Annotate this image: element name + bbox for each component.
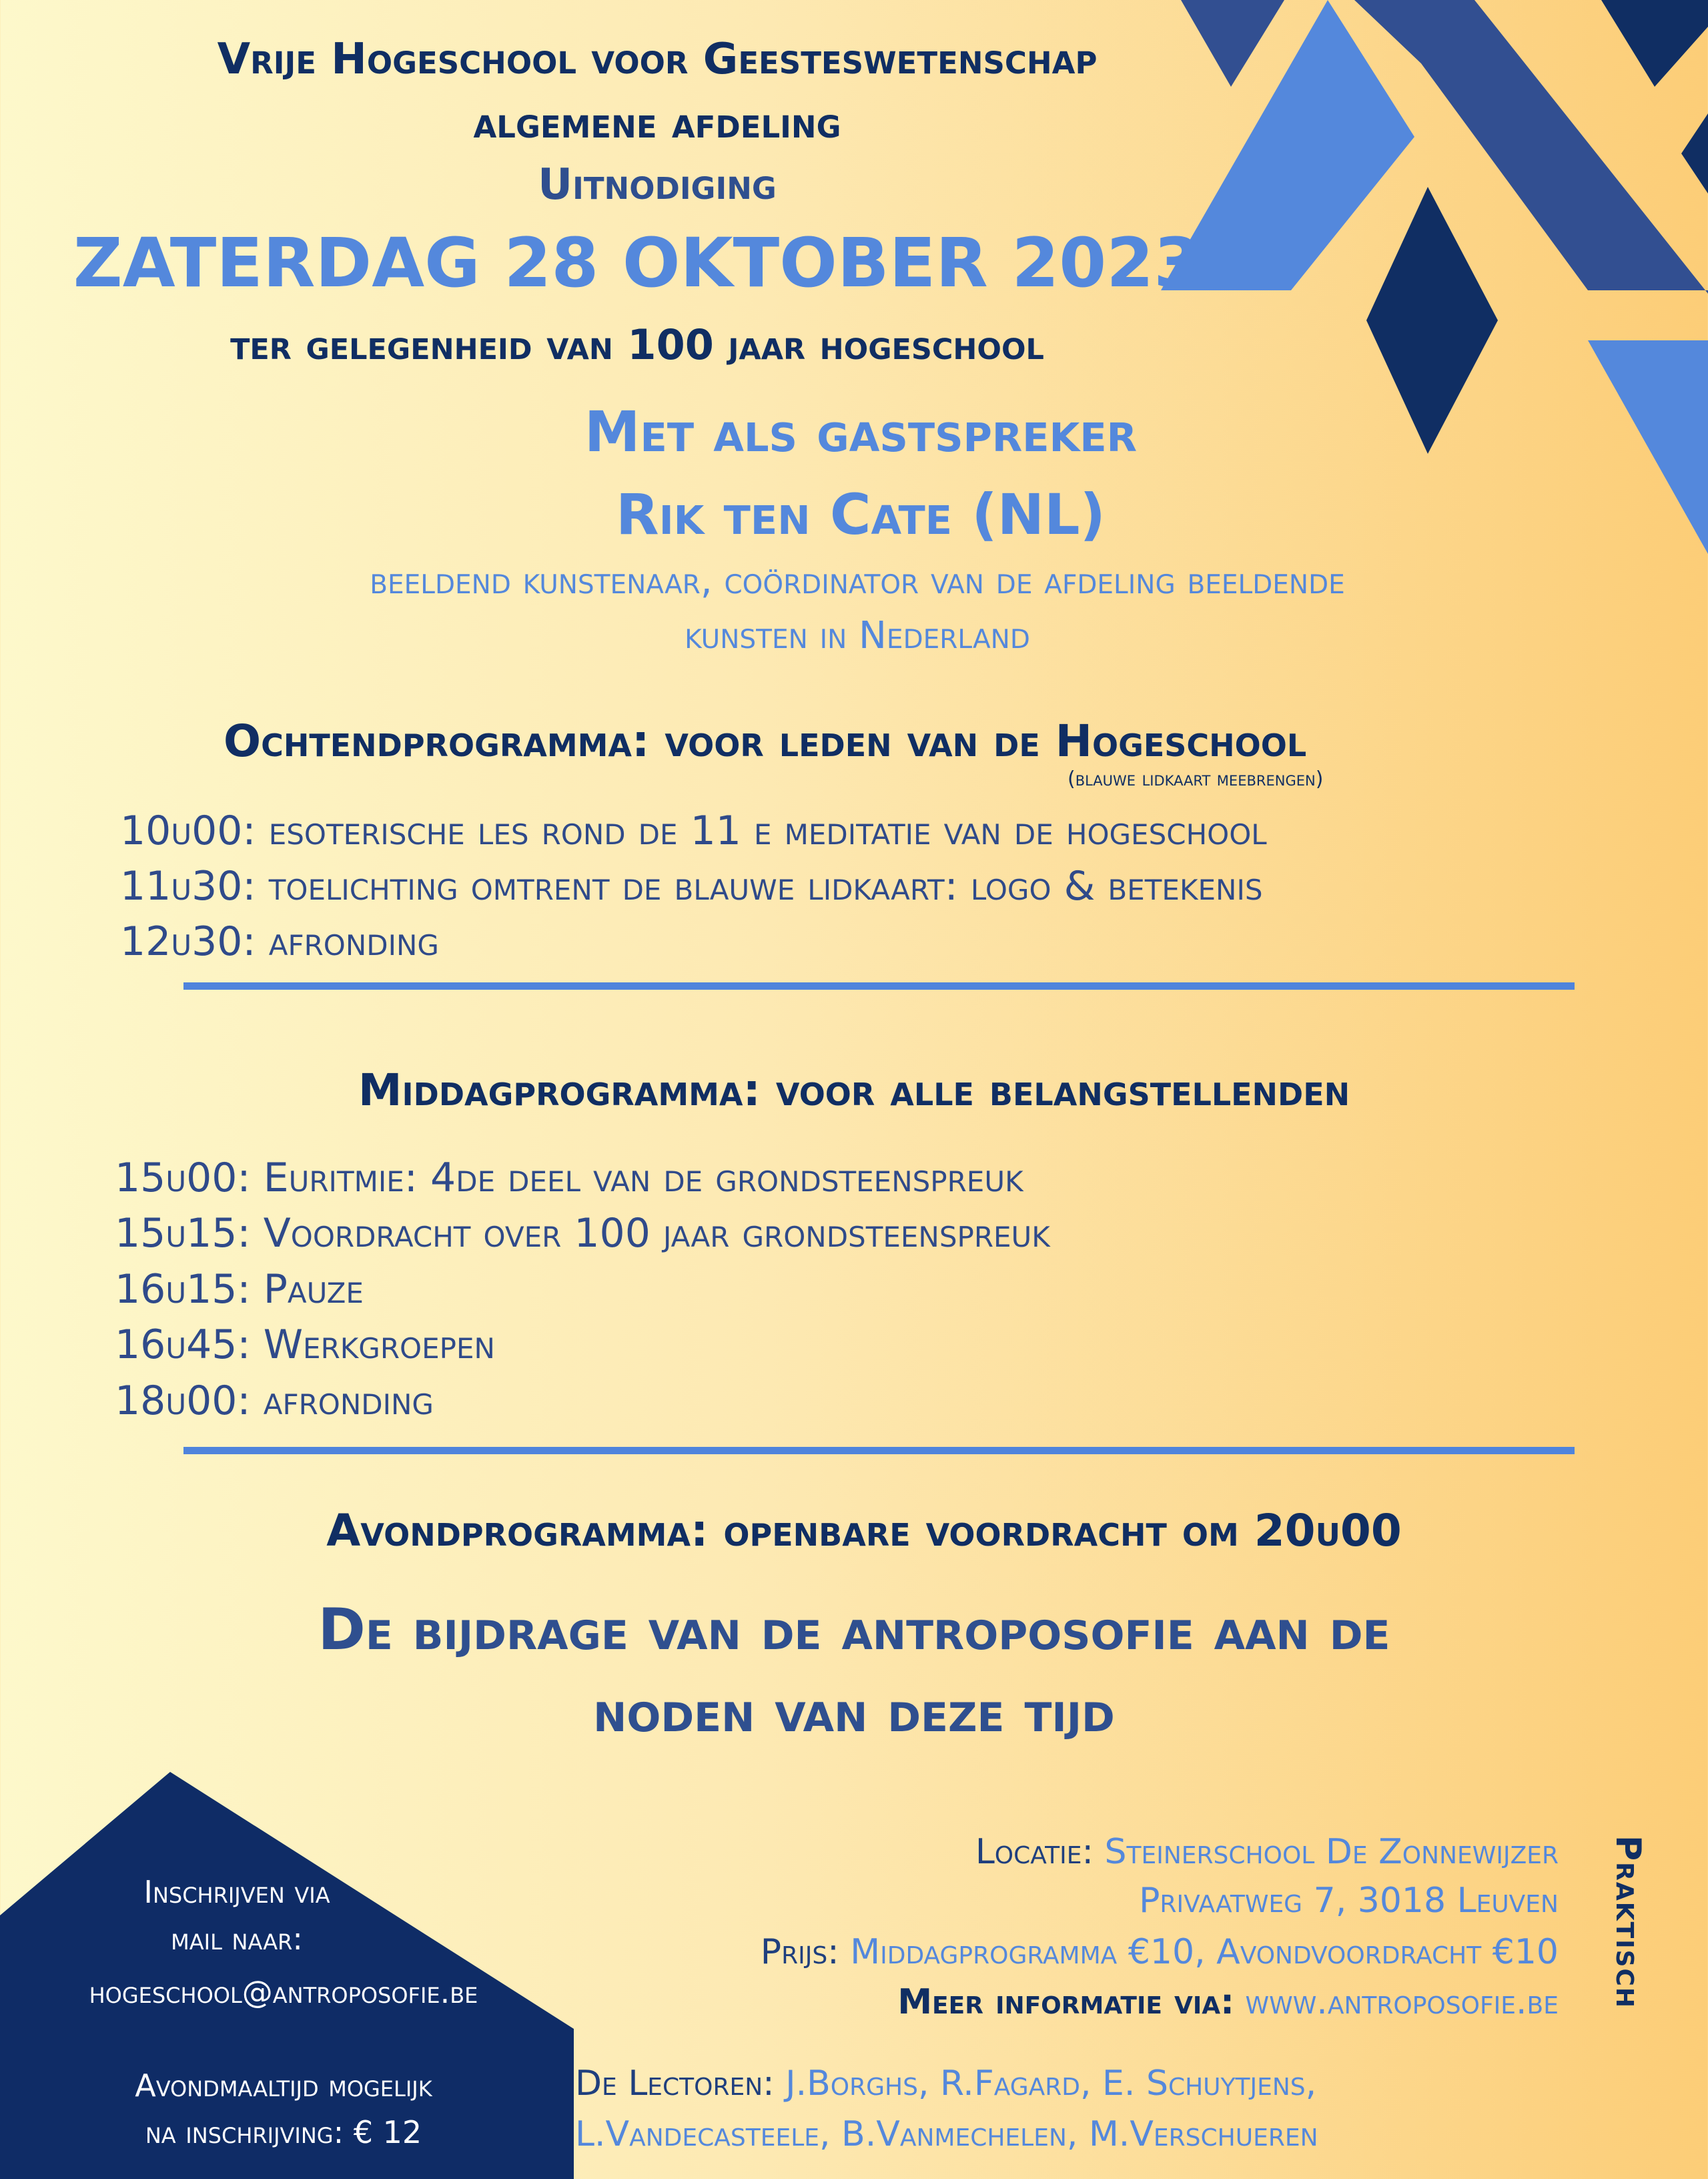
- speaker-role-line1: beeldend kunstenaar, coördinator van de afdeling beeldende: [370, 559, 1345, 603]
- info-label: Meer informatie via:: [897, 1982, 1234, 2022]
- practical-side-label: Praktisch: [1608, 1835, 1648, 2009]
- lecture-title-line2: noden van deze tijd: [593, 1678, 1115, 1745]
- price-value: Middagprogramma €10, Avondvoordracht €10: [850, 1932, 1559, 1972]
- evening-title: Avondprogramma: openbare voordracht om 20u00: [326, 1505, 1402, 1556]
- location-label: Locatie:: [975, 1832, 1094, 1872]
- registration-line2: mail naar:: [171, 1921, 303, 1957]
- afternoon-item: 15u15: Voordracht over 100 jaar grondsteenspreuk: [115, 1210, 1050, 1257]
- info-link[interactable]: www.antroposofie.be: [1245, 1982, 1559, 2022]
- speaker-intro: Met als gastspreker: [584, 399, 1138, 464]
- afternoon-item: 16u45: Werkgroepen: [115, 1321, 495, 1368]
- lecturers-label: De Lectoren:: [575, 2064, 775, 2104]
- lecturers-line2: L.Vandecasteele, B.Vanmechelen, M.Verschueren: [575, 2114, 1318, 2154]
- info-row: [897, 1982, 1559, 2022]
- price-row: [761, 1932, 1559, 1972]
- morning-item: 10u00: esoterische les rond de 11 e meditatie van de hogeschool: [120, 808, 1267, 854]
- afternoon-item: 15u00: Euritmie: 4de deel van de grondsteenspreuk: [115, 1155, 1023, 1201]
- registration-line1: Inschrijven via: [143, 1874, 330, 1910]
- meal-line1: Avondmaaltijd mogelijk: [135, 2068, 432, 2104]
- navy-triangle-top-right: [1601, 0, 1708, 87]
- morning-item: 11u30: toelichting omtrent de blauwe lidkaart: logo & betekenis: [120, 863, 1263, 910]
- lecturers-names-1: J.Borghs, R.Fagard, E. Schuytjens,: [785, 2064, 1317, 2104]
- school-name: Vrije Hogeschool voor Geesteswetenschap: [217, 35, 1098, 84]
- department: algemene afdeling: [473, 99, 841, 148]
- location-value: Steinerschool De Zonnewijzer: [1104, 1832, 1559, 1872]
- address-row: [1139, 1881, 1559, 1921]
- location-row: [975, 1832, 1559, 1872]
- lecturers-line1: [575, 2064, 1316, 2104]
- afternoon-item: 16u15: Pauze: [115, 1266, 364, 1313]
- morning-title: Ochtendprogramma: voor leden van de Hogeschool: [224, 715, 1307, 767]
- speaker-role-line2: kunsten in Nederland: [685, 614, 1030, 657]
- divider: [183, 1447, 1575, 1454]
- speaker-name: Rik ten Cate (NL): [616, 482, 1106, 547]
- invitation-label: Uitnodiging: [538, 160, 777, 210]
- occasion-line: ter gelegenheid van 100 jaar hogeschool: [230, 320, 1044, 369]
- navy-edge-right: [1681, 113, 1708, 194]
- price-label: Prijs:: [760, 1932, 839, 1972]
- address-value: Privaatweg 7, 3018 Leuven: [1139, 1881, 1559, 1921]
- meal-line2: na inschrijving: € 12: [145, 2114, 422, 2150]
- afternoon-title: Middagprogramma: voor alle belangstellenden: [358, 1064, 1350, 1116]
- divider: [183, 982, 1575, 990]
- morning-item: 12u30: afronding: [120, 918, 439, 965]
- afternoon-item: 18u00: afronding: [115, 1377, 434, 1424]
- lecture-title-line1: De bijdrage van de antroposofie aan de: [318, 1596, 1390, 1663]
- registration-email[interactable]: hogeschool@antroposofie.be: [89, 1974, 478, 2010]
- event-date: ZATERDAG 28 OKTOBER 2023: [73, 224, 1202, 303]
- morning-note: (blauwe lidkaart meebrengen): [1068, 767, 1324, 791]
